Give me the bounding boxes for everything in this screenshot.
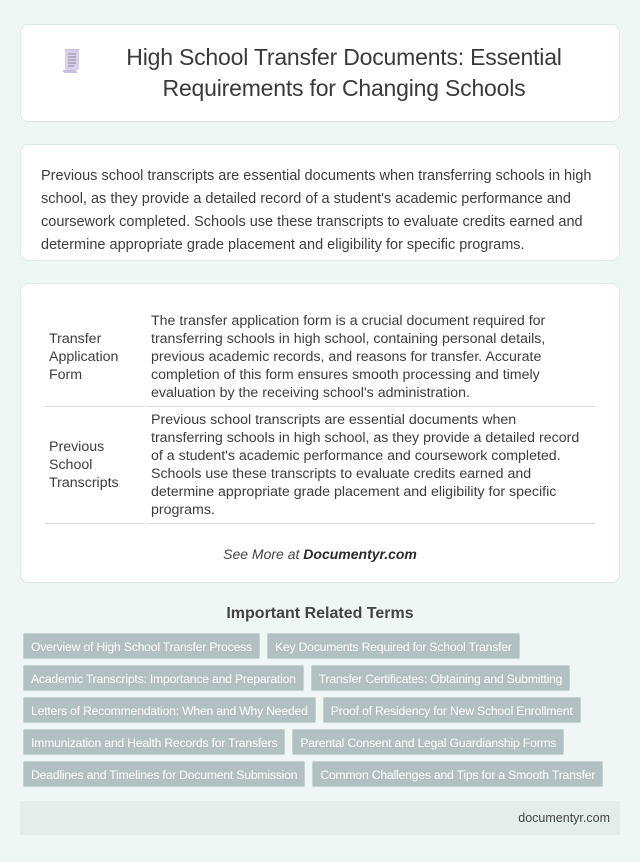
summary-text: Previous school transcripts are essential documents when transferring schools in high school, as they provide a detailed record of a student's academic performance and coursework completed. Schools use these transcripts to evaluate credits earned and determine appropriate grade placement and eligibility for specific programs.: [41, 168, 592, 253]
header-card: [20, 24, 620, 122]
document-scroll-icon: [61, 48, 83, 74]
table-term: Previous School Transcripts: [45, 407, 145, 524]
documents-table-card: [20, 283, 620, 583]
page-title: High School Transfer Documents: Essential Requirements for Changing Schools: [126, 44, 562, 101]
related-term-tag[interactable]: Letters of Recommendation: When and Why Needed: [23, 697, 316, 723]
related-term-tag[interactable]: Proof of Residency for New School Enrollment: [323, 697, 581, 723]
see-more: [43, 546, 597, 562]
table-description: The transfer application form is a crucial document required for transferring schools in high school, containing personal details, previous academic records, and reasons for transfer. Accurate completion of this form ensures smooth processing and timely evaluation by the receiving school's administration.: [147, 308, 595, 407]
related-terms-list: [20, 633, 620, 793]
related-term-tag[interactable]: Deadlines and Timelines for Document Submission: [23, 761, 305, 787]
related-term-tag[interactable]: Immunization and Health Records for Transfers: [23, 729, 285, 755]
see-more-link[interactable]: Documentyr.com: [303, 546, 417, 562]
related-term-tag[interactable]: Common Challenges and Tips for a Smooth Transfer: [312, 761, 603, 787]
table-row: [45, 308, 595, 407]
header: [61, 42, 579, 104]
related-term-tag[interactable]: Parental Consent and Legal Guardianship Forms: [292, 729, 564, 755]
related-term-tag[interactable]: Transfer Certificates: Obtaining and Submitting: [311, 665, 571, 691]
documents-table: [43, 308, 597, 524]
table-row: [45, 407, 595, 524]
related-term-tag[interactable]: Key Documents Required for School Transfer: [267, 633, 520, 659]
footer: [20, 801, 620, 835]
related-terms-title: Important Related Terms: [226, 605, 414, 622]
summary-card: [20, 144, 620, 261]
table-term: Transfer Application Form: [45, 308, 145, 407]
table-description: Previous school transcripts are essential documents when transferring schools in high school, as they provide a detailed record of a student's academic performance and coursework completed. Schools use these transcripts to evaluate credits earned and determine appropriate grade placement and eligibility for specific programs.: [147, 407, 595, 524]
footer-site-name[interactable]: documentyr.com: [518, 811, 610, 825]
related-term-tag[interactable]: Overview of High School Transfer Process: [23, 633, 260, 659]
see-more-prefix: See More at: [223, 546, 304, 562]
related-term-tag[interactable]: Academic Transcripts: Importance and Preparation: [23, 665, 304, 691]
